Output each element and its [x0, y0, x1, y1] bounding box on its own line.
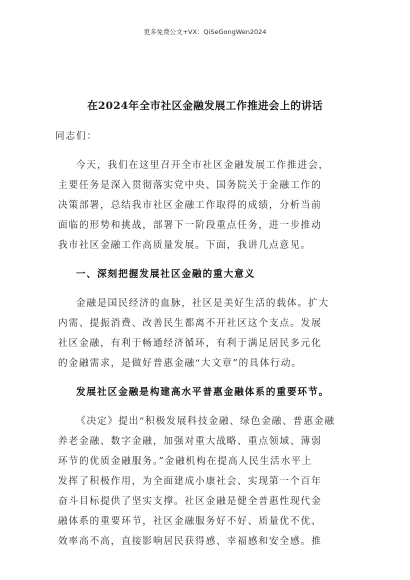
subsection-heading: 发展社区金融是构建高水平普惠金融体系的重要环节。	[76, 387, 330, 398]
document-title: 在2024年全市社区金融发展工作推进会上的讲话	[87, 100, 323, 112]
paragraph-line: 发挥了积极作用，为全面建成小康社会、实现第一个百年	[58, 476, 322, 487]
paragraph-line: 今天，我们在这里召开全市社区金融发展工作推进会，	[76, 160, 330, 171]
paragraph-line: 养老金融、数字金融，加强对重大战略、重点领域、薄弱	[58, 436, 322, 447]
paragraph-line: 主要任务是深入贯彻落实党中央、国务院关于金融工作的	[58, 180, 322, 191]
paragraph-line: 社区金融，有利于畅通经济循环，有利于满足居民多元化	[58, 338, 322, 349]
paragraph-line: 内需、提振消费、改善民生都离不开社区这个支点。发展	[58, 318, 322, 329]
paragraph-line: 融体系的重要环节，社区金融服务好不好、质量优不优、	[58, 516, 322, 527]
paragraph-line: 决策部署，总结我市社区金融工作取得的成绩，分析当前	[58, 200, 322, 211]
paragraph-line: 效率高不高，直接影响居民获得感、幸福感和安全感。推	[58, 536, 322, 547]
paragraph-line: 金融是国民经济的血脉，社区是美好生活的载体。扩大	[76, 298, 330, 309]
header-note: 更多免费公文+VX：QiSeGongWen2024	[143, 28, 267, 36]
paragraph-line: 我市社区金融工作高质量发展。下面，我讲几点意见。	[58, 240, 312, 251]
paragraph-line: 环节的优质金融服务。”金融机构在提高人民生活水平上	[58, 456, 313, 467]
salutation: 同志们：	[55, 131, 98, 142]
paragraph-line: 的金融需求，是做好普惠金融“大文章”的具体行动。	[58, 358, 302, 369]
section-heading: 一、深刻把握发展社区金融的重大意义	[76, 269, 256, 280]
paragraph-line: 《决定》提出“积极发展科技金融、绿色金融、普惠金融	[76, 416, 336, 427]
paragraph-line: 奋斗目标提供了坚实支撑。社区金融是健全普惠性现代金	[58, 496, 322, 507]
paragraph-line: 面临的形势和挑战，部署下一阶段重点任务，进一步推动	[58, 220, 322, 231]
